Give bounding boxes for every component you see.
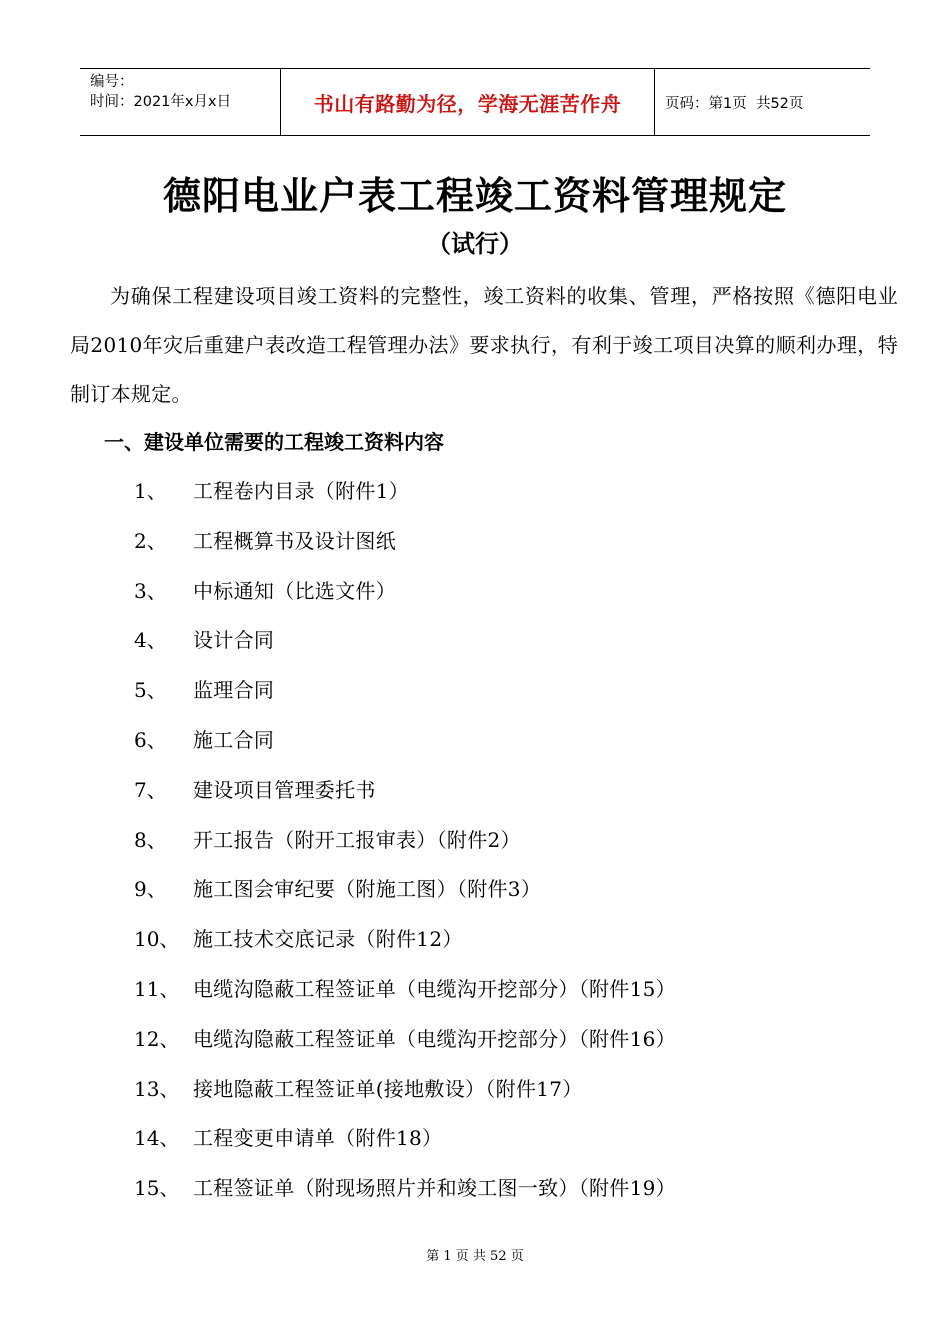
list-item-text: 建设项目管理委托书 bbox=[193, 777, 376, 802]
document-title: 德阳电业户表工程竣工资料管理规定 bbox=[162, 174, 787, 218]
list-item-text: 施工图会审纪要（附施工图）（附件3） bbox=[193, 877, 542, 902]
list-item bbox=[134, 915, 894, 965]
list-item-text: 电缆沟隐蔽工程签证单（电缆沟开挖部分）（附件16） bbox=[193, 1026, 676, 1051]
list-item bbox=[134, 816, 894, 866]
list-item bbox=[134, 567, 894, 617]
list-item bbox=[134, 965, 894, 1015]
list-item-number: 8、 bbox=[134, 827, 167, 852]
page-footer bbox=[0, 1247, 950, 1267]
list-item-text: 工程变更申请单（附件18） bbox=[193, 1126, 443, 1151]
header-motto: 书山有路勤为径，学海无涯苦作舟 bbox=[281, 69, 655, 135]
list-item-number: 7、 bbox=[134, 777, 167, 802]
list-item bbox=[134, 616, 894, 666]
header-meta bbox=[80, 69, 281, 135]
list-item-number: 13、 bbox=[134, 1076, 180, 1101]
list-item-number: 4、 bbox=[134, 628, 167, 653]
list-item-text: 中标通知（比选文件） bbox=[193, 578, 396, 603]
list-item bbox=[134, 467, 894, 517]
materials-list bbox=[134, 467, 894, 1214]
list-item bbox=[134, 716, 894, 766]
list-item bbox=[134, 517, 894, 567]
list-item-text: 设计合同 bbox=[193, 628, 275, 653]
list-item-text: 电缆沟隐蔽工程签证单（电缆沟开挖部分）（附件15） bbox=[193, 976, 676, 1001]
list-item-number: 1、 bbox=[134, 479, 167, 503]
intro-paragraph: 为确保工程建设项目竣工资料的完整性，竣工资料的收集、管理，严格按照《德阳电业局2010年灾后重建户表改造工程管理办法》要求执行，有利于竣工项目决算的顺利办理，特制订本规定。 bbox=[70, 284, 898, 406]
list-item-text: 工程签证单（附现场照片并和竣工图一致）（附件19） bbox=[193, 1176, 676, 1201]
document-number-label: 编号： bbox=[90, 74, 134, 90]
list-item bbox=[134, 1114, 894, 1164]
document-subtitle: （试行） bbox=[427, 230, 523, 258]
list-item-number: 6、 bbox=[134, 727, 167, 752]
list-item-number: 10、 bbox=[134, 927, 180, 952]
list-item bbox=[134, 1164, 894, 1214]
page-header bbox=[80, 68, 870, 136]
list-item-number: 9、 bbox=[134, 877, 167, 902]
list-item-text: 施工合同 bbox=[193, 727, 275, 752]
list-item bbox=[134, 1065, 894, 1115]
list-item bbox=[134, 766, 894, 816]
header-page-info-text: 页码：第1页 共52页 bbox=[665, 95, 804, 112]
list-item-number: 14、 bbox=[134, 1126, 180, 1151]
list-item-text: 监理合同 bbox=[193, 678, 275, 703]
list-item-number: 15、 bbox=[134, 1176, 180, 1201]
list-item-text: 工程卷内目录（附件1） bbox=[193, 479, 410, 503]
list-item-text: 工程概算书及设计图纸 bbox=[193, 528, 396, 553]
list-item bbox=[134, 666, 894, 716]
section-heading: 一、建设单位需要的工程竣工资料内容 bbox=[104, 430, 444, 454]
list-item-text: 施工技术交底记录（附件12） bbox=[193, 927, 463, 952]
list-item-number: 11、 bbox=[134, 976, 180, 1001]
list-item bbox=[134, 865, 894, 915]
list-item-number: 2、 bbox=[134, 528, 167, 553]
document-time-label: 时间：2021年x月x日 bbox=[90, 94, 232, 110]
list-item-number: 3、 bbox=[134, 578, 167, 603]
list-item-text: 开工报告（附开工报审表）（附件2） bbox=[193, 827, 521, 852]
header-page-info bbox=[655, 69, 870, 135]
footer-page-number: 第 1 页 共 52 页 bbox=[426, 1249, 524, 1264]
list-item-number: 12、 bbox=[134, 1026, 180, 1051]
list-item-text: 接地隐蔽工程签证单(接地敷设）（附件17） bbox=[193, 1076, 583, 1101]
list-item-number: 5、 bbox=[134, 678, 167, 703]
list-item bbox=[134, 1015, 894, 1065]
